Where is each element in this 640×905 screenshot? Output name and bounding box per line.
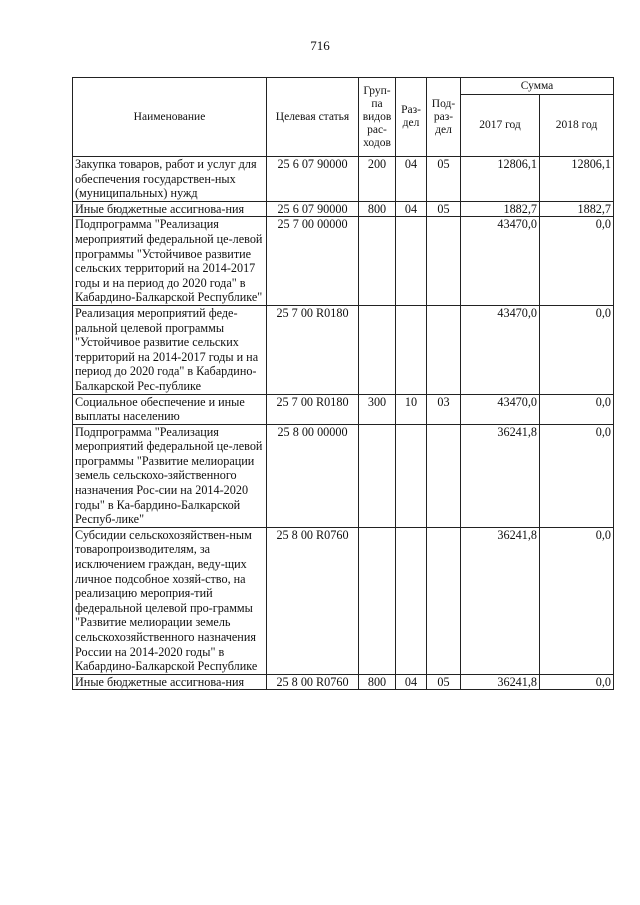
- row-sum-2017: 43470,0: [461, 217, 540, 306]
- header-year-2018: 2018 год: [540, 95, 614, 157]
- row-sum-2017: 36241,8: [461, 424, 540, 527]
- row-subsection: [427, 527, 461, 674]
- table-row: [73, 157, 614, 202]
- row-section: 04: [396, 674, 427, 690]
- row-group: [359, 305, 396, 394]
- row-article: 25 8 00 00000: [267, 424, 359, 527]
- row-sum-2017: 12806,1: [461, 157, 540, 202]
- row-name: Социальное обеспечение и иные выплаты населению: [73, 394, 267, 424]
- row-name: Реализация мероприятий феде-ральной целевой программы "Устойчивое развитие сельских территорий на 2014-2017 годы и на период до 2020 года" в Кабардино-Балкарской Рес-публике: [73, 305, 267, 394]
- row-name: Субсидии сельскохозяйствен-ным товаропроизводителям, за исключением граждан, веду-щих личное подсобное хозяй-ство, на реализацию мероприя-тий федеральной целевой про-граммы "Развитие мелиорации земель сельскохозяйственного назначения России на 2014-2020 годы" в Кабардино-Балкарской Республике: [73, 527, 267, 674]
- row-section: 04: [396, 201, 427, 217]
- row-section: [396, 305, 427, 394]
- row-sum-2017: 36241,8: [461, 527, 540, 674]
- row-group: 200: [359, 157, 396, 202]
- table-row: [73, 201, 614, 217]
- table-row: [73, 217, 614, 306]
- table-row: [73, 674, 614, 690]
- row-name: Подпрограмма "Реализация мероприятий федеральной це-левой программы "Устойчивое развитие сельских территорий на 2014-2017 годы и на период до 2020 года" в Кабардино-Балкарской Республике": [73, 217, 267, 306]
- row-article: 25 7 00 00000: [267, 217, 359, 306]
- row-group: [359, 424, 396, 527]
- header-subsection: Под-раз-дел: [427, 78, 461, 157]
- row-name: Иные бюджетные ассигнова-ния: [73, 674, 267, 690]
- row-sum-2017: 43470,0: [461, 394, 540, 424]
- header-article: Целевая статья: [267, 78, 359, 157]
- row-article: 25 8 00 R0760: [267, 527, 359, 674]
- row-sum-2018: 0,0: [540, 217, 614, 306]
- row-group: [359, 527, 396, 674]
- row-article: 25 8 00 R0760: [267, 674, 359, 690]
- row-article: 25 6 07 90000: [267, 157, 359, 202]
- row-group: 800: [359, 201, 396, 217]
- row-sum-2018: 0,0: [540, 527, 614, 674]
- row-article: 25 7 00 R0180: [267, 394, 359, 424]
- row-name: Закупка товаров, работ и услуг для обеспечения государствен-ных (муниципальных) нужд: [73, 157, 267, 202]
- row-section: 10: [396, 394, 427, 424]
- table-row: [73, 527, 614, 674]
- row-sum-2018: 1882,7: [540, 201, 614, 217]
- row-subsection: 05: [427, 157, 461, 202]
- header-section: Раз-дел: [396, 78, 427, 157]
- row-sum-2018: 0,0: [540, 305, 614, 394]
- row-sum-2017: 1882,7: [461, 201, 540, 217]
- row-name: Подпрограмма "Реализация мероприятий федеральной це-левой программы "Развитие мелиорации земель сельскохо-зяйственного назначения Рос-сии на 2014-2020 годы" в Ка-бардино-Балкарской Респуб-лике": [73, 424, 267, 527]
- table-row: [73, 305, 614, 394]
- row-section: [396, 217, 427, 306]
- row-group: [359, 217, 396, 306]
- row-section: 04: [396, 157, 427, 202]
- row-subsection: [427, 424, 461, 527]
- row-name: Иные бюджетные ассигнова-ния: [73, 201, 267, 217]
- row-article: 25 7 00 R0180: [267, 305, 359, 394]
- row-section: [396, 527, 427, 674]
- row-sum-2017: 43470,0: [461, 305, 540, 394]
- row-subsection: [427, 305, 461, 394]
- budget-table: [72, 77, 614, 690]
- table-row: [73, 394, 614, 424]
- header-group: Груп-па видов рас-ходов: [359, 78, 396, 157]
- header-sum: Сумма: [461, 78, 614, 95]
- row-section: [396, 424, 427, 527]
- row-sum-2018: 0,0: [540, 674, 614, 690]
- row-group: 300: [359, 394, 396, 424]
- row-sum-2018: 12806,1: [540, 157, 614, 202]
- row-article: 25 6 07 90000: [267, 201, 359, 217]
- row-subsection: [427, 217, 461, 306]
- header-year-2017: 2017 год: [461, 95, 540, 157]
- row-group: 800: [359, 674, 396, 690]
- header-name: Наименование: [73, 78, 267, 157]
- row-subsection: 05: [427, 201, 461, 217]
- row-subsection: 05: [427, 674, 461, 690]
- row-sum-2018: 0,0: [540, 394, 614, 424]
- row-sum-2018: 0,0: [540, 424, 614, 527]
- row-subsection: 03: [427, 394, 461, 424]
- table-row: [73, 424, 614, 527]
- page-number: 716: [310, 38, 330, 53]
- row-sum-2017: 36241,8: [461, 674, 540, 690]
